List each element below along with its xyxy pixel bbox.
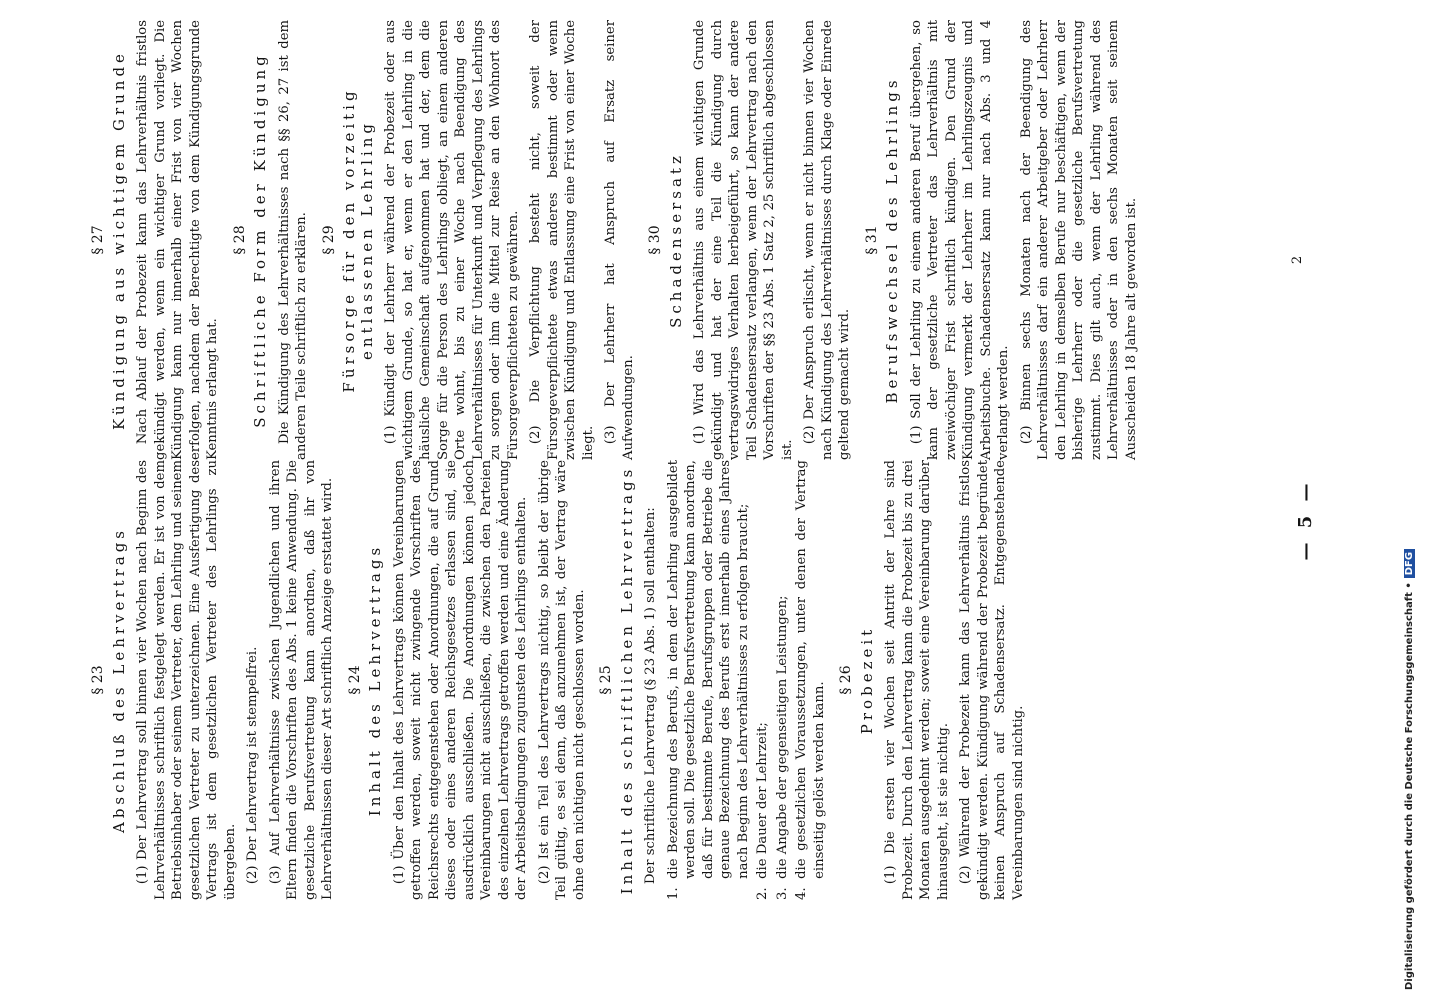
list-item-number: 1. xyxy=(665,887,681,900)
list-item-text: die Bezeichnung des Berufs, in dem der Lehrling ausgebildet werden soll. Die gesetzliche Berufsvertretung kann anordnen, daß für bestimmte Berufe, Berufsgruppen oder Betriebe die genaue Bezeichnung des Berufs erst innerhalb eines Jahres nach Beginn des Lehrverhältnisses zu erfolgen braucht; xyxy=(665,460,751,879)
paragraph: (1) Wird das Lehrverhältnis aus einem wichtigen Grunde gekündigt und hat der eine Teil die Kündigung durch vertragswidriges Verhalten herbeigeführt, so kann der andere Teil Schadensersatz verlangen, wenn der Lehrvertrag nach den Vorschriften der §§ 23 Abs. 1 Satz 2, 25 schriftlich abgeschlossen ist. xyxy=(692,20,795,460)
paragraph: (2) Ist ein Teil des Lehrvertrags nichtig, so bleibt der übrige Teil gültig, es sei denn, daß anzunehmen ist, der Vertrag wäre ohne den nichtigen nicht geschlossen worden. xyxy=(536,460,587,900)
section-number: § 25 xyxy=(598,665,614,695)
section-number: § 30 xyxy=(647,225,663,255)
paragraph: (1) Kündigt der Lehrherr während der Probezeit oder aus wichtigem Grunde, so hat er, wenn er den Lehrling in die häusliche Gemeinschaft aufgenommen hat und der, dem die Sorge für die Person des Lehrlings obliegt, an einem anderen Orte wohnt, bis zu einer Woche nach Beendigung des Lehrverhältnisses für Unterkunft und Verpflegung des Lehrlings zu sorgen oder ihm die Mittel zur Reise an den Wohnort des Fürsorgeverpflichteten zu gewähren. xyxy=(383,20,521,460)
right-column xyxy=(80,20,1145,460)
section-number: § 29 xyxy=(320,225,337,255)
paragraph: (1) Soll der Lehrling zu einem anderen Beruf übergehen, so kann der gesetzliche Vertreter das Lehrverhältnis mit zweiwöchiger Frist schriftlich kündigen. Den Grund der Kündigung vermerkt der Lehrherr im Lehrlingszeugnis und Arbeitsbuche. Schadensersatz kann nur nach Abs. 3 und 4 verlangt werden. xyxy=(908,20,1011,460)
section-title: Inhalt des Lehrvertrags xyxy=(366,543,384,817)
list-item-text: die Dauer der Lehrzeit; xyxy=(755,722,770,879)
paragraph: (3) Auf Lehrverhältnisse zwischen Jugendlichen und ihren Eltern finden die Vorschriften des Abs. 1 keine Anwendung. Die gesetzliche Berufsvertretung kann anordnen, daß ihr von Lehrverhältnissen dieser Art schriftlich Anzeige erstattet wird. xyxy=(267,460,335,900)
paragraph: Die Kündigung des Lehrverhältnisses nach §§ 26, 27 ist dem anderen Teile schriftlich zu erklären. xyxy=(276,20,309,460)
dfg-badge: DFG xyxy=(1404,549,1415,578)
paragraph: (2) Binnen sechs Monaten nach der Beendigung des Lehrverhältnisses darf ein anderer Arbeitgeber oder Lehrherr den Lehrling in demselben Berufe nur beschäftigen, wenn der bisherige Lehrherr oder die gesetzliche Berufsvertretung zustimmt. Dies gilt auch, wenn der Lehrling während des Lehrverhältnisses oder in den sechs Monaten seit seinem Ausscheiden 18 Jahre alt geworden ist. xyxy=(1018,20,1139,460)
section-number: § 31 xyxy=(863,225,880,255)
paragraph: Nach Ablauf der Probezeit kann das Lehrverhältnis fristlos gekündigt werden, wenn ein wichtiger Grund vorliegt. Die Kündigung kann nur innerhalb einer Frist von vier Wochen erfolgen, nachdem der Berechtigte von dem Kündigungsgrunde Kenntnis erlangt hat. xyxy=(135,20,220,460)
watermark-text: Digitalisierung gefördert durch die Deutsche Forschungsgemeinschaft • xyxy=(1404,582,1415,990)
section-title: Schadensersatz xyxy=(666,152,685,328)
section-title: Inhalt des schriftlichen Lehrvertrags xyxy=(617,465,636,895)
paragraph: (3) Der Lehrherr hat Anspruch auf Ersatz seiner Aufwendungen. xyxy=(603,20,636,460)
section-title: Kündigung aus wichtigem Grunde xyxy=(109,50,128,430)
paragraph: Der schriftliche Lehrvertrag (§ 23 Abs. 1) soll enthalten: xyxy=(643,507,658,885)
page-number-header: — 5 — xyxy=(1295,479,1316,561)
paragraph: (1) Die ersten vier Wochen seit Antritt der Lehre sind Probezeit. Durch den Lehrvertrag kann die Probezeit bis zu drei Monaten ausgedehnt werden; soweit eine Vereinbarung darüber hinausgeht, ist sie nichtig. xyxy=(883,460,951,900)
paragraph: (2) Während der Probezeit kann das Lehrverhältnis fristlos gekündigt werden. Kündigung während der Probezeit begründet keinen Anspruch auf Schadensersatz. Entgegenstehende Vereinbarungen sind nichtig. xyxy=(958,460,1026,900)
section-number: § 24 xyxy=(346,665,363,695)
list-item-text: die Angabe der gegenseitigen Leistungen; xyxy=(774,595,790,879)
paragraph: (1) Über den Inhalt des Lehrvertrags können Vereinbarungen getroffen werden, soweit nicht zwingende Vorschriften des Reichsrechts entgegenstehen oder Anordnungen, die auf Grund dieses oder eines anderen Reichsgesetzes erlassen sind, sie ausdrücklich ausschließen. Die Anordnungen können jedoch Vereinbarungen nicht ausschließen, die zwischen den Parteien des einzelnen Lehrvertrags getroffen werden und eine Änderung der Arbeitsbedingungen zugunsten des Lehrlings enthalten. xyxy=(391,460,529,900)
section-number: § 28 xyxy=(231,225,248,255)
list-item xyxy=(665,460,753,900)
list-item xyxy=(793,460,828,900)
list-item xyxy=(774,460,792,900)
list-item xyxy=(754,460,772,900)
paragraph: (2) Der Anspruch erlischt, wenn er nicht binnen vier Wochen nach Kündigung des Lehrverhältnisses durch Klage oder Einrede geltend gemacht wird. xyxy=(802,20,852,460)
section-number: § 26 xyxy=(838,665,854,695)
section-title: Schriftliche Form der Kündigung xyxy=(251,52,269,428)
list-item-number: 2. xyxy=(755,887,770,900)
section-title: Fürsorge für den vorzeitig entlassenen Lehrling xyxy=(340,87,376,393)
list-item-number: 3. xyxy=(774,887,790,900)
section-title: Berufswechsel des Lehrlings xyxy=(883,76,901,404)
paragraph: (1) Der Lehrvertrag soll binnen vier Wochen nach Beginn des Lehrverhältnisses schriftlich festgelegt werden. Er ist von dem Betriebsinhaber oder seinem Vertreter, dem Lehrling und seinem gesetzlichen Vertreter zu unterzeichnen. Eine Ausfertigung des Vertrags ist dem gesetzlichen Vertreter des Lehrlings zu übergeben. xyxy=(135,460,238,900)
section-title: Probezeit xyxy=(857,625,876,735)
dfg-watermark xyxy=(1404,10,1424,990)
section-number: § 27 xyxy=(90,225,106,255)
signature-mark: 2 xyxy=(1290,255,1305,265)
numbered-list xyxy=(665,460,829,900)
paragraph: (2) Der Lehrvertrag ist stempelfrei. xyxy=(245,646,260,885)
section-number: § 23 xyxy=(90,665,106,695)
paragraph: (2) Die Verpflichtung besteht nicht, soweit der Fürsorgeverpflichtete etwas anderes bestimmt oder wenn zwischen Kündigung und Entlassung eine Frist von einer Woche liegt. xyxy=(528,20,596,460)
section-title: Abschluß des Lehrvertrags xyxy=(109,527,128,834)
list-item-text: die gesetzlichen Voraussetzungen, unter denen der Vertrag einseitig gelöst werden kann. xyxy=(794,460,827,879)
left-column xyxy=(80,460,1032,900)
list-item-number: 4. xyxy=(794,887,809,900)
